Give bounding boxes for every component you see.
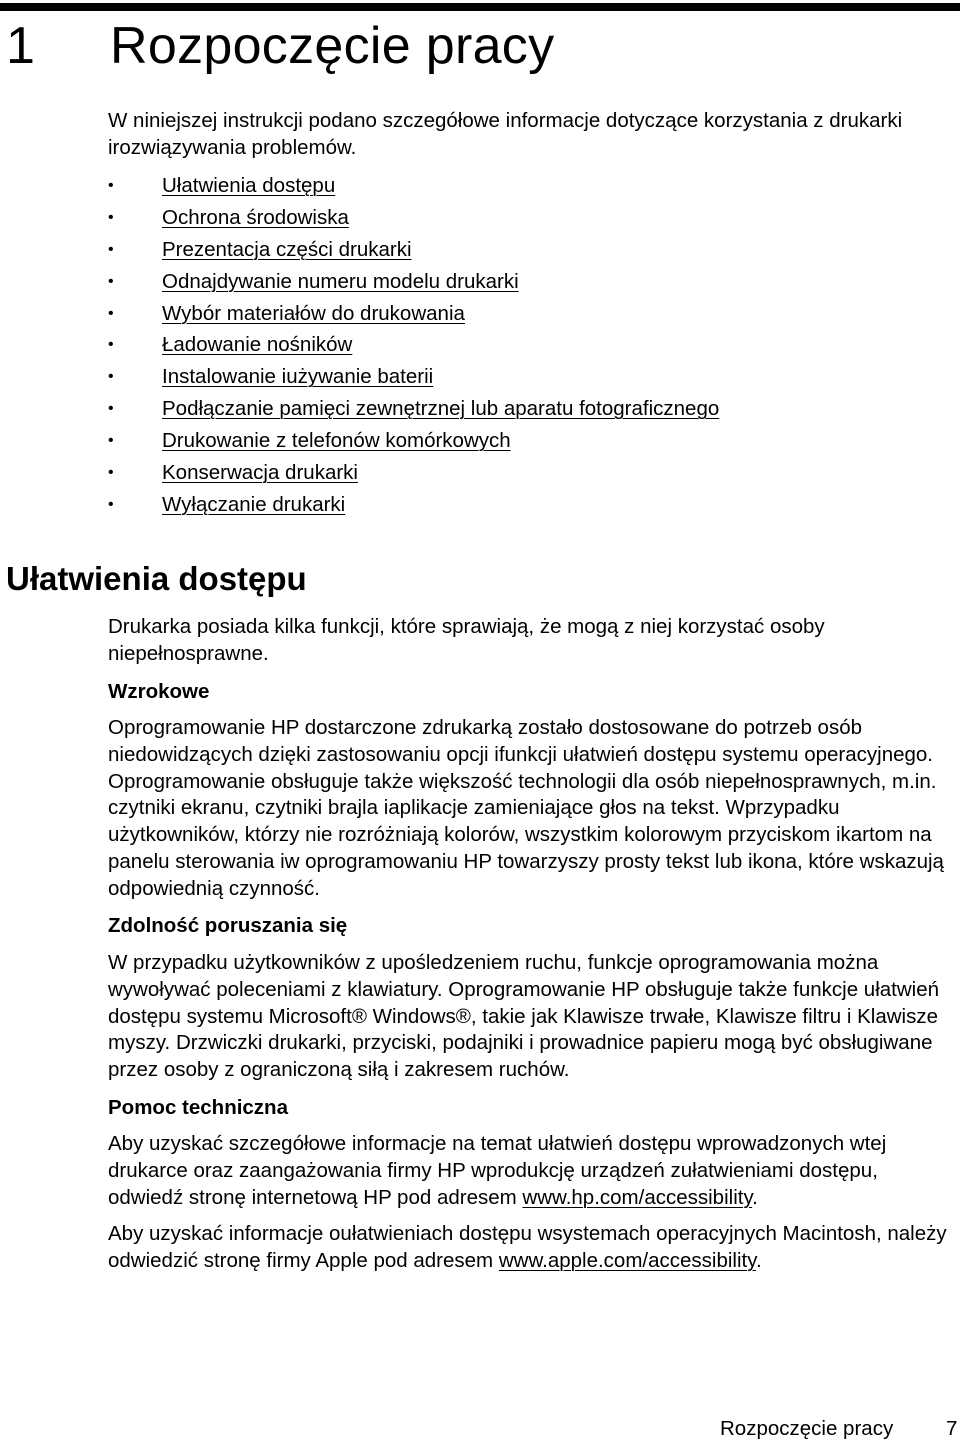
chapter-title-text: Rozpoczęcie pracy xyxy=(110,17,555,75)
chapter-title xyxy=(6,16,554,76)
chapter-contents-list xyxy=(108,170,908,521)
list-item xyxy=(108,393,908,425)
top-rule xyxy=(0,3,960,11)
support-paragraph-hp xyxy=(108,1131,948,1211)
toc-link-model-number[interactable]: Odnajdywanie numeru modelu drukarki xyxy=(162,269,519,293)
bullet-icon: • xyxy=(108,336,114,354)
list-item xyxy=(108,489,908,521)
bullet-icon: • xyxy=(108,495,114,513)
list-item xyxy=(108,361,908,393)
toc-link-battery[interactable]: Instalowanie iużywanie baterii xyxy=(162,365,434,389)
subheading-visual: Wzrokowe xyxy=(108,680,210,703)
footer-chapter-title: Rozpoczęcie pracy xyxy=(720,1417,894,1440)
list-item xyxy=(108,457,908,489)
hp-accessibility-link[interactable]: www.hp.com/accessibility xyxy=(522,1185,753,1209)
toc-link-memory-camera[interactable]: Podłączanie pamięci zewnętrznej lub aparatu fotograficznego xyxy=(162,397,720,421)
toc-link-mobile-printing[interactable]: Drukowanie z telefonów komórkowych xyxy=(162,429,511,453)
bullet-icon: • xyxy=(108,304,114,322)
mobility-paragraph: W przypadku użytkowników z upośledzeniem ruchu, funkcje oprogramowania można wywoływać poleceniami z klawiatury. Oprogramowanie HP obsługuje także funkcje ułatwień dostępu systemu Microsoft® Windows®, takie jak Klawisze trwałe, Klawisze filtru i Klawisze myszy. Drzwiczki drukarki, przyciski, podajniki i prowadnice papieru mogą być obsługiwane przez osoby z ograniczoną siłą i zakresem ruchów. xyxy=(108,951,940,1082)
toc-link-turn-off[interactable]: Wyłączanie drukarki xyxy=(162,492,346,516)
toc-link-printer-parts[interactable]: Prezentacja części drukarki xyxy=(162,237,412,261)
toc-link-environment[interactable]: Ochrona środowiska xyxy=(162,205,349,229)
list-item xyxy=(108,202,908,234)
support-paragraph-apple xyxy=(108,1221,948,1275)
bullet-icon: • xyxy=(108,432,114,450)
bullet-icon: • xyxy=(108,208,114,226)
subheading-support: Pomoc techniczna xyxy=(108,1096,288,1119)
toc-link-print-media[interactable]: Wybór materiałów do drukowania xyxy=(162,301,465,325)
support-text-hp: Aby uzyskać szczegółowe informacje na temat ułatwień dostępu wprowadzonych wtej drukarce oraz zaangażowania firmy HP wprodukcję urządzeń zułatwieniami dostępu, odwiedź stronę internetową HP pod adresem xyxy=(108,1132,887,1209)
bullet-icon: • xyxy=(108,400,114,418)
toc-link-load-media[interactable]: Ładowanie nośników xyxy=(162,333,353,357)
chapter-number: 1 xyxy=(6,17,36,75)
list-item xyxy=(108,329,908,361)
visual-paragraph: Oprogramowanie HP dostarczone zdrukarką zostało dostosowane do potrzeb osób niedowidzących dzięki zastosowaniu opcji ifunkcji ułatwień dostępu systemu operacyjnego. Oprogramowanie obsługuje także większość technologii dla osób niepełnosprawnych, m.in. czytniki ekranu, czytniki brajla iaplikacje zamieniające głos na tekst. Wprzypadku użytkowników, którzy nie rozróżniają kolorów, wszystkim kolorowym przyciskom ikartom na panelu sterowania iw oprogramowaniu HP towarzyszy prosty tekst lub ikona, które wskazują odpowiednią czynność. xyxy=(108,716,944,900)
list-item xyxy=(108,425,908,457)
bullet-icon: • xyxy=(108,368,114,386)
list-item xyxy=(108,298,908,330)
bullet-icon: • xyxy=(108,240,114,258)
intro-paragraph: W niniejszej instrukcji podano szczegółowe informacje dotyczące korzystania z drukarki irozwiązywania problemów. xyxy=(108,109,903,159)
list-item xyxy=(108,234,908,266)
apple-accessibility-link[interactable]: www.apple.com/accessibility xyxy=(498,1248,756,1272)
page-number: 7 xyxy=(946,1417,958,1440)
list-item xyxy=(108,170,908,202)
bullet-icon: • xyxy=(108,272,114,290)
toc-link-accessibility[interactable]: Ułatwienia dostępu xyxy=(162,174,336,197)
support-text-apple: Aby uzyskać informacje oułatwieniach dostępu wsystemach operacyjnych Macintosh, należy odwiedzić stronę firmy Apple pod adresem xyxy=(108,1222,947,1272)
bullet-icon: • xyxy=(108,464,114,482)
subheading-mobility: Zdolność poruszania się xyxy=(108,914,348,937)
toc-link-maintenance[interactable]: Konserwacja drukarki xyxy=(162,461,358,485)
bullet-icon: • xyxy=(108,177,114,194)
support-text-apple-end: . xyxy=(755,1248,762,1272)
list-item xyxy=(108,266,908,298)
section-intro-paragraph: Drukarka posiada kilka funkcji, które sprawiają, że mogą z niej korzystać osoby niepełnosprawne. xyxy=(108,615,825,665)
support-text-hp-end: . xyxy=(752,1185,758,1209)
section-title: Ułatwienia dostępu xyxy=(6,560,307,597)
